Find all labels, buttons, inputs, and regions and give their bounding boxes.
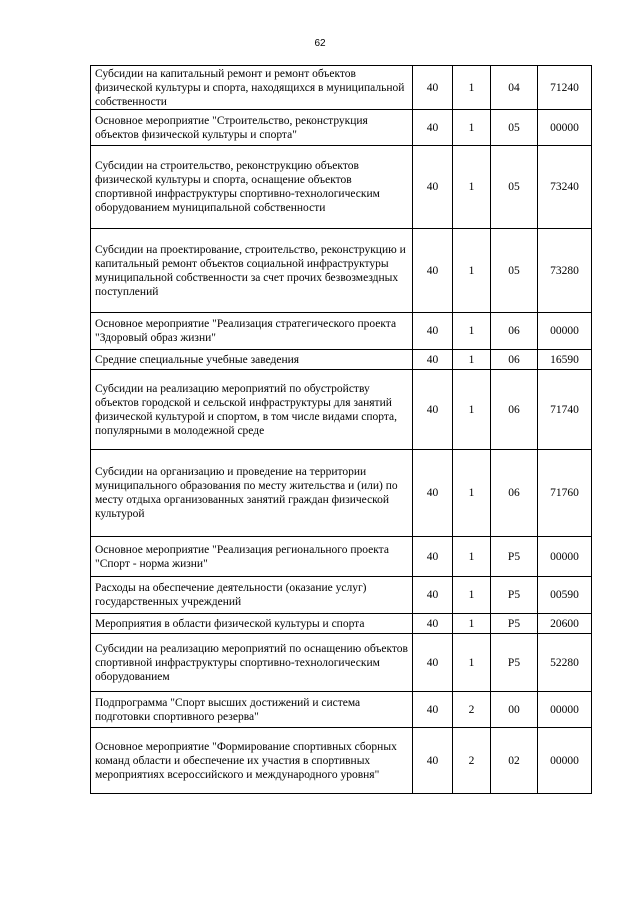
row-code-b: 1 bbox=[453, 313, 491, 350]
row-name: Мероприятия в области физической культуры и спорта bbox=[91, 614, 413, 634]
row-name: Основное мероприятие "Реализация стратегического проекта "Здоровый образ жизни" bbox=[91, 313, 413, 350]
row-code-a: 40 bbox=[413, 728, 453, 794]
row-name: Субсидии на реализацию мероприятий по обустройству объектов городской и сельской инфраструктуры для занятий физической культурой и спортом, в том числе видами спорта, популярными в молодежной среде bbox=[91, 370, 413, 450]
row-code-c: 06 bbox=[491, 450, 538, 537]
row-code-a: 40 bbox=[413, 614, 453, 634]
row-code-b: 1 bbox=[453, 614, 491, 634]
row-code-a: 40 bbox=[413, 146, 453, 229]
row-code-d: 71740 bbox=[538, 370, 592, 450]
row-name: Средние специальные учебные заведения bbox=[91, 350, 413, 370]
row-code-b: 1 bbox=[453, 66, 491, 110]
table-row bbox=[91, 692, 592, 728]
row-code-c: P5 bbox=[491, 614, 538, 634]
row-code-a: 40 bbox=[413, 577, 453, 614]
table-row bbox=[91, 229, 592, 313]
table-row bbox=[91, 634, 592, 692]
budget-table bbox=[90, 65, 592, 794]
row-code-d: 00000 bbox=[538, 692, 592, 728]
row-code-b: 1 bbox=[453, 634, 491, 692]
row-code-d: 00000 bbox=[538, 313, 592, 350]
row-code-b: 2 bbox=[453, 692, 491, 728]
row-code-b: 1 bbox=[453, 370, 491, 450]
row-code-b: 1 bbox=[453, 146, 491, 229]
row-code-a: 40 bbox=[413, 350, 453, 370]
table-row bbox=[91, 146, 592, 229]
row-code-c: 06 bbox=[491, 370, 538, 450]
row-name: Субсидии на строительство, реконструкцию объектов физической культуры и спорта, оснащение объектов спортивной инфраструктуры спортивно-технологическим оборудованием муниципальной собственности bbox=[91, 146, 413, 229]
row-name: Основное мероприятие "Строительство, реконструкция объектов физической культуры и спорта" bbox=[91, 110, 413, 146]
row-code-c: 02 bbox=[491, 728, 538, 794]
row-code-a: 40 bbox=[413, 66, 453, 110]
row-code-a: 40 bbox=[413, 370, 453, 450]
table-row bbox=[91, 110, 592, 146]
row-code-c: 06 bbox=[491, 350, 538, 370]
row-code-c: 05 bbox=[491, 146, 538, 229]
row-code-d: 16590 bbox=[538, 350, 592, 370]
table-row bbox=[91, 537, 592, 577]
table-row bbox=[91, 370, 592, 450]
row-code-d: 73280 bbox=[538, 229, 592, 313]
row-name: Субсидии на организацию и проведение на территории муниципального образования по месту жительства и (или) по месту отдыха организованных занятий граждан физической культурой bbox=[91, 450, 413, 537]
table-row bbox=[91, 450, 592, 537]
row-code-a: 40 bbox=[413, 537, 453, 577]
row-name: Расходы на обеспечение деятельности (оказание услуг) государственных учреждений bbox=[91, 577, 413, 614]
row-code-b: 2 bbox=[453, 728, 491, 794]
row-code-a: 40 bbox=[413, 634, 453, 692]
row-code-a: 40 bbox=[413, 110, 453, 146]
row-name: Подпрограмма "Спорт высших достижений и система подготовки спортивного резерва" bbox=[91, 692, 413, 728]
row-code-d: 20600 bbox=[538, 614, 592, 634]
row-code-a: 40 bbox=[413, 313, 453, 350]
row-code-d: 71760 bbox=[538, 450, 592, 537]
row-code-c: 00 bbox=[491, 692, 538, 728]
row-code-b: 1 bbox=[453, 350, 491, 370]
row-code-b: 1 bbox=[453, 450, 491, 537]
table-row bbox=[91, 728, 592, 794]
row-code-d: 00590 bbox=[538, 577, 592, 614]
row-code-c: P5 bbox=[491, 634, 538, 692]
row-code-c: 04 bbox=[491, 66, 538, 110]
row-code-b: 1 bbox=[453, 229, 491, 313]
row-code-b: 1 bbox=[453, 110, 491, 146]
row-code-d: 00000 bbox=[538, 537, 592, 577]
row-code-c: P5 bbox=[491, 577, 538, 614]
row-code-b: 1 bbox=[453, 577, 491, 614]
row-code-c: P5 bbox=[491, 537, 538, 577]
row-code-c: 06 bbox=[491, 313, 538, 350]
table-row bbox=[91, 350, 592, 370]
row-name: Субсидии на реализацию мероприятий по оснащению объектов спортивной инфраструктуры спортивно-технологическим оборудованием bbox=[91, 634, 413, 692]
row-code-d: 52280 bbox=[538, 634, 592, 692]
row-name: Основное мероприятие "Реализация регионального проекта "Спорт - норма жизни" bbox=[91, 537, 413, 577]
table-row bbox=[91, 313, 592, 350]
table-row bbox=[91, 614, 592, 634]
row-name: Субсидии на капитальный ремонт и ремонт объектов физической культуры и спорта, находящихся в муниципальной собственности bbox=[91, 66, 413, 110]
table-row bbox=[91, 577, 592, 614]
row-code-c: 05 bbox=[491, 229, 538, 313]
row-code-d: 00000 bbox=[538, 110, 592, 146]
row-code-d: 00000 bbox=[538, 728, 592, 794]
page-number: 62 bbox=[314, 38, 326, 49]
row-name: Основное мероприятие "Формирование спортивных сборных команд области и обеспечение их участия в спортивных мероприятиях всероссийского и международного уровня" bbox=[91, 728, 413, 794]
row-code-a: 40 bbox=[413, 450, 453, 537]
row-code-a: 40 bbox=[413, 229, 453, 313]
table-row bbox=[91, 66, 592, 110]
row-code-c: 05 bbox=[491, 110, 538, 146]
row-code-d: 73240 bbox=[538, 146, 592, 229]
row-name: Субсидии на проектирование, строительство, реконструкцию и капитальный ремонт объектов социальной инфраструктуры муниципальной собственности за счет прочих безвозмездных поступлений bbox=[91, 229, 413, 313]
row-code-b: 1 bbox=[453, 537, 491, 577]
row-code-d: 71240 bbox=[538, 66, 592, 110]
row-code-a: 40 bbox=[413, 692, 453, 728]
